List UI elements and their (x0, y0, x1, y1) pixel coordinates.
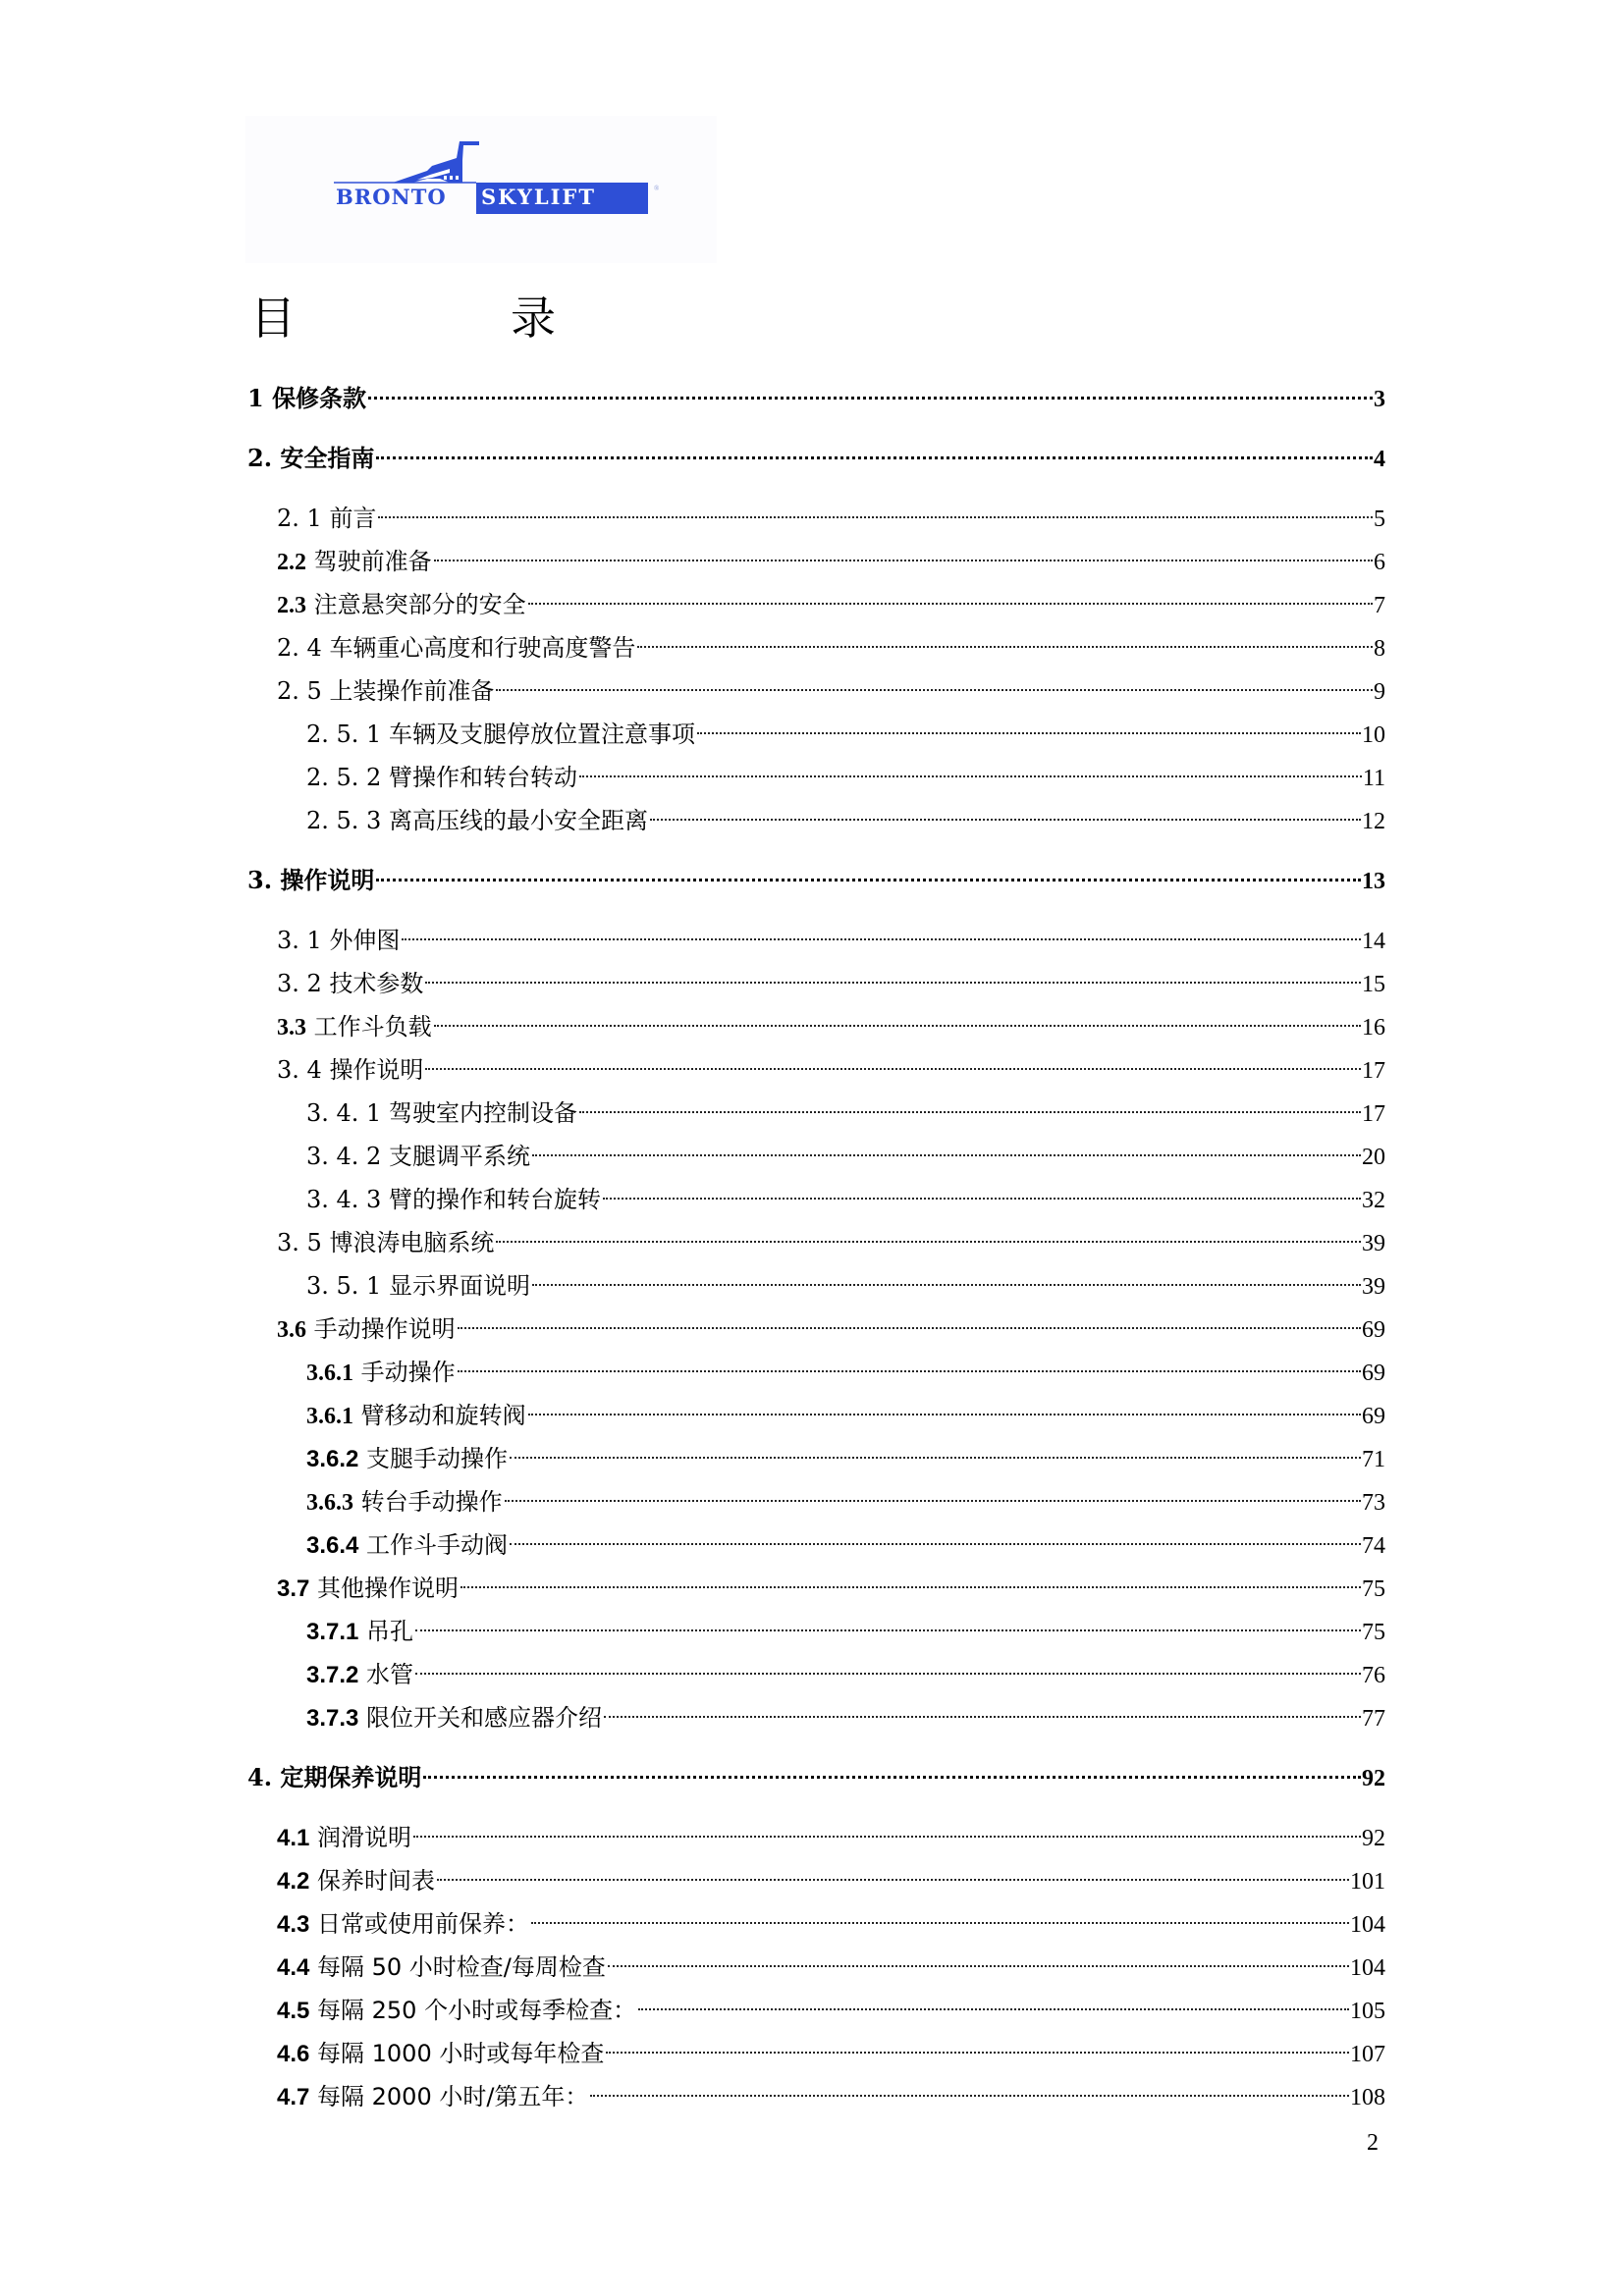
toc-entry-label (277, 1312, 458, 1347)
toc-entry[interactable] (247, 373, 1385, 412)
toc-entry-title: 保修条款 (272, 384, 367, 412)
toc-entry-number: 4.2 (277, 1868, 310, 1895)
toc-entry-label (306, 1528, 510, 1563)
toc-entry-label (277, 1950, 608, 1985)
toc-entry[interactable] (306, 1606, 1385, 1645)
title-char-2: 录 (511, 292, 556, 345)
toc-entry-title: 安全指南 (280, 444, 375, 472)
toc-entry-title: 限位开关和感应器介绍 (366, 1704, 603, 1732)
toc-entry[interactable] (277, 1812, 1385, 1851)
dot-leader (376, 855, 1361, 888)
toc-entry-page: 7 (1374, 593, 1385, 618)
toc-entry[interactable] (277, 536, 1385, 575)
toc-entry[interactable] (277, 579, 1385, 618)
toc-entry[interactable] (277, 1898, 1385, 1938)
toc-entry-number: 3. 1 (277, 927, 322, 954)
toc-entry-page: 11 (1362, 766, 1385, 791)
toc-entry-number: 3.7 (277, 1575, 310, 1602)
toc-entry-title: 臂的操作和转台旋转 (388, 1186, 601, 1213)
toc-entry-label (306, 1701, 604, 1735)
toc-entry-number: 4.1 (277, 1825, 310, 1851)
toc-entry-label (277, 967, 425, 1000)
toc-entry[interactable] (277, 1942, 1385, 1981)
toc-entry-page: 104 (1350, 1955, 1385, 1981)
toc-entry-page: 69 (1362, 1361, 1385, 1386)
toc-entry-title: 其他操作说明 (317, 1575, 460, 1602)
toc-entry-page: 39 (1362, 1274, 1385, 1300)
toc-entry-page: 92 (1362, 1766, 1385, 1791)
toc-entry[interactable] (306, 1692, 1385, 1732)
dot-leader (496, 666, 1373, 699)
logo-trademark: ® (654, 185, 660, 192)
dot-leader (608, 1942, 1349, 1975)
toc-entry-page: 9 (1374, 679, 1385, 705)
toc-entry-title: 车辆及支腿停放位置注意事项 (388, 721, 695, 748)
toc-entry-page: 17 (1362, 1058, 1385, 1084)
toc-entry-title: 支腿调平系统 (388, 1143, 530, 1170)
toc-entry-label (306, 1183, 603, 1216)
toc-entry[interactable] (277, 1985, 1385, 2024)
toc-entry[interactable] (306, 1131, 1385, 1170)
dot-leader (606, 2028, 1349, 2061)
toc-entry-label (277, 1572, 460, 1606)
toc-entry-page: 14 (1362, 929, 1385, 954)
toc-entry-number: 3. 4 (277, 1056, 322, 1084)
toc-entry-page: 5 (1374, 507, 1385, 532)
toc-entry[interactable] (247, 1752, 1385, 1791)
dot-leader (590, 2071, 1349, 2105)
toc-entry[interactable] (306, 795, 1385, 834)
toc-entry-title: 驾驶前准备 (313, 548, 432, 575)
toc-entry-title: 日常或使用前保养： (317, 1910, 530, 1938)
toc-entry-title: 润滑说明 (317, 1824, 412, 1851)
toc-entry-number: 2. 5 (277, 677, 322, 705)
dot-leader (378, 493, 1373, 526)
toc-entry-number: 3. 5 (277, 1229, 322, 1256)
toc-entry-title: 博浪涛电脑系统 (329, 1229, 495, 1256)
toc-entry-page: 13 (1362, 869, 1385, 894)
toc-entry-page: 71 (1362, 1447, 1385, 1472)
toc-entry-label (306, 1140, 532, 1173)
toc-entry[interactable] (277, 2028, 1385, 2067)
dot-leader (603, 1174, 1361, 1207)
dot-leader (579, 752, 1362, 785)
toc-entry[interactable] (277, 1304, 1385, 1343)
toc-entry-page: 92 (1362, 1826, 1385, 1851)
toc-entry-title: 臂操作和转台转动 (388, 764, 577, 791)
toc-entry-number: 4.5 (277, 1998, 310, 2024)
toc-entry-title: 前言 (329, 505, 377, 532)
toc-entry-label (306, 1485, 505, 1520)
toc-entry[interactable] (306, 1174, 1385, 1213)
toc-entry-number: 4. (247, 1763, 273, 1791)
dot-leader (604, 1692, 1361, 1726)
toc-entry-number: 2. (247, 444, 273, 472)
toc-entry-page: 15 (1362, 972, 1385, 997)
toc-entry-page: 20 (1362, 1145, 1385, 1170)
dot-leader (510, 1433, 1361, 1467)
toc-entry-number: 3. 4. 2 (306, 1143, 382, 1170)
toc-entry-label (306, 1269, 532, 1303)
toc-entry-page: 8 (1374, 636, 1385, 662)
toc-entry-page: 75 (1362, 1620, 1385, 1645)
toc-entry-title: 定期保养说明 (280, 1763, 422, 1791)
toc-entry-number: 3.6.1 (306, 1361, 353, 1386)
dot-leader (434, 536, 1373, 569)
toc-entry-number: 1 (247, 384, 264, 412)
toc-entry-number: 3.6.3 (306, 1490, 353, 1516)
toc-entry-number: 3. 4. 1 (306, 1099, 382, 1127)
toc-entry-page: 104 (1350, 1912, 1385, 1938)
toc-entry-page: 74 (1362, 1533, 1385, 1559)
dot-leader (637, 622, 1373, 656)
dot-leader (437, 1855, 1349, 1889)
logo-bronto-text: BRONTO (336, 185, 447, 209)
toc-entry[interactable] (306, 709, 1385, 748)
toc-entry[interactable] (306, 1520, 1385, 1559)
toc-entry-title: 手动操作说明 (313, 1315, 456, 1343)
toc-entry-label (277, 631, 637, 665)
toc-entry-page: 108 (1350, 2085, 1385, 2110)
dot-leader (458, 1347, 1361, 1380)
dot-leader (579, 1088, 1361, 1121)
toc-entry-title: 上装操作前准备 (329, 677, 495, 705)
dot-leader (402, 915, 1361, 948)
toc-entry-number: 3.7.1 (306, 1619, 359, 1645)
dot-leader (650, 795, 1361, 828)
toc-entry-label (277, 1010, 434, 1044)
toc-entry-number: 3.6.1 (306, 1404, 353, 1429)
toc-entry-title: 手动操作 (360, 1359, 456, 1386)
toc-entry-page: 17 (1362, 1101, 1385, 1127)
toc-entry-title: 驾驶室内控制设备 (388, 1099, 577, 1127)
toc-entry-label (306, 1356, 458, 1390)
page-number: 2 (1367, 2130, 1379, 2156)
toc-entry[interactable] (277, 1217, 1385, 1256)
toc-entry[interactable] (306, 1649, 1385, 1688)
toc-entry-title: 操作说明 (280, 866, 375, 894)
toc-entry-label (277, 2037, 606, 2071)
toc-entry[interactable] (277, 493, 1385, 532)
toc-entry-label (277, 674, 496, 708)
toc-entry[interactable] (277, 622, 1385, 662)
toc-entry-title: 每隔 2000 小时/第五年： (317, 2083, 589, 2110)
toc-entry-page: 101 (1350, 1869, 1385, 1895)
toc-entry-label (277, 1821, 413, 1855)
toc-entry-title: 每隔 1000 小时或每年检查 (317, 2040, 605, 2067)
toc-entry[interactable] (277, 2071, 1385, 2110)
bronto-skylift-logo (334, 133, 668, 222)
dot-leader (532, 1260, 1361, 1294)
toc-entry-label (277, 1864, 437, 1898)
toc-entry-title: 注意悬突部分的安全 (313, 591, 526, 618)
toc-entry-number: 3.6.2 (306, 1446, 359, 1472)
toc-entry-page: 77 (1362, 1706, 1385, 1732)
toc-entry-title: 每隔 50 小时检查/每周检查 (317, 1953, 606, 1981)
toc-entry-label (277, 1994, 638, 2028)
toc-entry-title: 离高压线的最小安全距离 (388, 807, 648, 834)
toc-entry-label (306, 1399, 528, 1433)
toc-entry-page: 16 (1362, 1015, 1385, 1041)
toc-entry[interactable] (277, 1001, 1385, 1041)
toc-entry-title: 臂移动和旋转阀 (360, 1402, 526, 1429)
toc-entry-title: 技术参数 (329, 970, 424, 997)
toc-entry[interactable] (306, 1088, 1385, 1127)
toc-entry-page: 69 (1362, 1317, 1385, 1343)
toc-entry-number: 2.3 (277, 593, 306, 618)
toc-entry-number: 2.2 (277, 550, 306, 575)
toc-entry-label (277, 2080, 590, 2114)
toc-entry-page: 10 (1362, 722, 1385, 748)
toc-entry-title: 水管 (366, 1661, 414, 1688)
toc-entry-label (277, 545, 434, 579)
toc-entry-number: 2. 5. 2 (306, 764, 382, 791)
logo-skylift-text: SKYLIFT (481, 185, 596, 209)
toc-entry-page: 75 (1362, 1576, 1385, 1602)
toc-entry-label (306, 1442, 510, 1476)
toc-entry-label (247, 1761, 423, 1794)
toc-entry-title: 保养时间表 (317, 1867, 436, 1895)
toc-entry-title: 工作斗负载 (313, 1013, 432, 1041)
toc-entry-label (306, 804, 650, 837)
toc-entry-number: 2. 5. 1 (306, 721, 382, 748)
dot-leader (531, 1898, 1349, 1932)
toc-entry-number: 3.3 (277, 1015, 306, 1041)
toc-entry[interactable] (306, 1390, 1385, 1429)
toc-entry-label (277, 588, 528, 622)
dot-leader (532, 1131, 1361, 1164)
toc-entry[interactable] (306, 1260, 1385, 1300)
toc-entry-label (247, 864, 376, 897)
toc-entry-number: 4.6 (277, 2041, 310, 2067)
toc-entry-number: 3.6.4 (306, 1532, 359, 1559)
toc-entry-page: 107 (1350, 2042, 1385, 2067)
dot-leader (638, 1985, 1349, 2018)
toc-entry-page: 32 (1362, 1188, 1385, 1213)
toc-entry-title: 工作斗手动阀 (366, 1531, 509, 1559)
toc-entry-number: 3. (247, 866, 273, 894)
toc-entry-number: 2. 1 (277, 505, 322, 532)
toc-entry-number: 4.4 (277, 1954, 310, 1981)
toc-entry[interactable] (306, 1433, 1385, 1472)
dot-leader (697, 709, 1361, 742)
toc-entry-label (247, 382, 368, 415)
dot-leader (458, 1304, 1361, 1337)
title-char-1: 目 (250, 292, 296, 345)
dot-leader (528, 1390, 1361, 1423)
toc-entry-page: 12 (1362, 809, 1385, 834)
toc-entry-title: 转台手动操作 (360, 1488, 503, 1516)
toc-entry[interactable] (306, 752, 1385, 791)
toc-entry-page: 76 (1362, 1663, 1385, 1688)
toc-entry-title: 外伸图 (329, 927, 401, 954)
toc-entry-number: 3.7.3 (306, 1705, 359, 1732)
toc-entry[interactable] (277, 915, 1385, 954)
dot-leader (368, 373, 1373, 406)
toc-entry[interactable] (306, 1476, 1385, 1516)
toc-entry-label (306, 761, 579, 794)
dot-leader (510, 1520, 1361, 1553)
toc-entry-number: 3. 2 (277, 970, 322, 997)
toc-entry-label (277, 924, 402, 957)
toc-entry-label (277, 1053, 425, 1087)
toc-entry-title: 吊孔 (366, 1618, 414, 1645)
dot-leader (434, 1001, 1361, 1035)
dot-leader (423, 1752, 1361, 1786)
toc-entry-number: 2. 4 (277, 634, 322, 662)
toc-entry-page: 69 (1362, 1404, 1385, 1429)
toc-entry-page: 3 (1374, 387, 1385, 412)
toc-entry[interactable] (277, 1563, 1385, 1602)
toc-entry-number: 3.7.2 (306, 1662, 359, 1688)
toc-entry-title: 车辆重心高度和行驶高度警告 (329, 634, 636, 662)
toc-entry-page: 105 (1350, 1999, 1385, 2024)
toc-entry-number: 3. 4. 3 (306, 1186, 382, 1213)
toc-entry-page: 6 (1374, 550, 1385, 575)
toc-entry[interactable] (277, 1855, 1385, 1895)
toc-entry-page: 39 (1362, 1231, 1385, 1256)
toc-entry[interactable] (306, 1347, 1385, 1386)
toc-entry-number: 2. 5. 3 (306, 807, 382, 834)
toc-entry-label (277, 502, 378, 535)
toc-entry[interactable] (247, 433, 1385, 472)
toc-entry[interactable] (247, 855, 1385, 894)
toc-entry-number: 3. 5. 1 (306, 1272, 382, 1300)
toc-entry-label (277, 1907, 531, 1942)
dot-leader (376, 433, 1373, 466)
dot-leader (415, 1649, 1361, 1682)
dot-leader (425, 1044, 1361, 1078)
toc-entry-label (306, 1658, 415, 1692)
dot-leader (505, 1476, 1361, 1510)
toc-entry-label (306, 1615, 415, 1649)
dot-leader (415, 1606, 1361, 1639)
toc-entry-title: 支腿手动操作 (366, 1445, 509, 1472)
toc-entry-title: 显示界面说明 (388, 1272, 530, 1300)
toc-entry-number: 4.7 (277, 2084, 310, 2110)
toc-entry-title: 每隔 250 个小时或每季检查： (317, 1997, 637, 2024)
toc-entry[interactable] (277, 1044, 1385, 1084)
toc-entry-label (247, 442, 376, 475)
toc-entry[interactable] (277, 666, 1385, 705)
dot-leader (425, 958, 1361, 991)
toc-entry[interactable] (277, 958, 1385, 997)
toc-entry-label (306, 718, 697, 751)
dot-leader (460, 1563, 1361, 1596)
toc-entry-title: 操作说明 (329, 1056, 424, 1084)
toc-entry-number: 3.6 (277, 1317, 306, 1343)
dot-leader (496, 1217, 1361, 1251)
dot-leader (413, 1812, 1361, 1845)
toc-entry-label (277, 1226, 496, 1259)
toc-entry-number: 4.3 (277, 1911, 310, 1938)
dot-leader (528, 579, 1373, 613)
toc-entry-page: 4 (1374, 447, 1385, 472)
toc-entry-page: 73 (1362, 1490, 1385, 1516)
toc-entry-label (306, 1096, 579, 1130)
